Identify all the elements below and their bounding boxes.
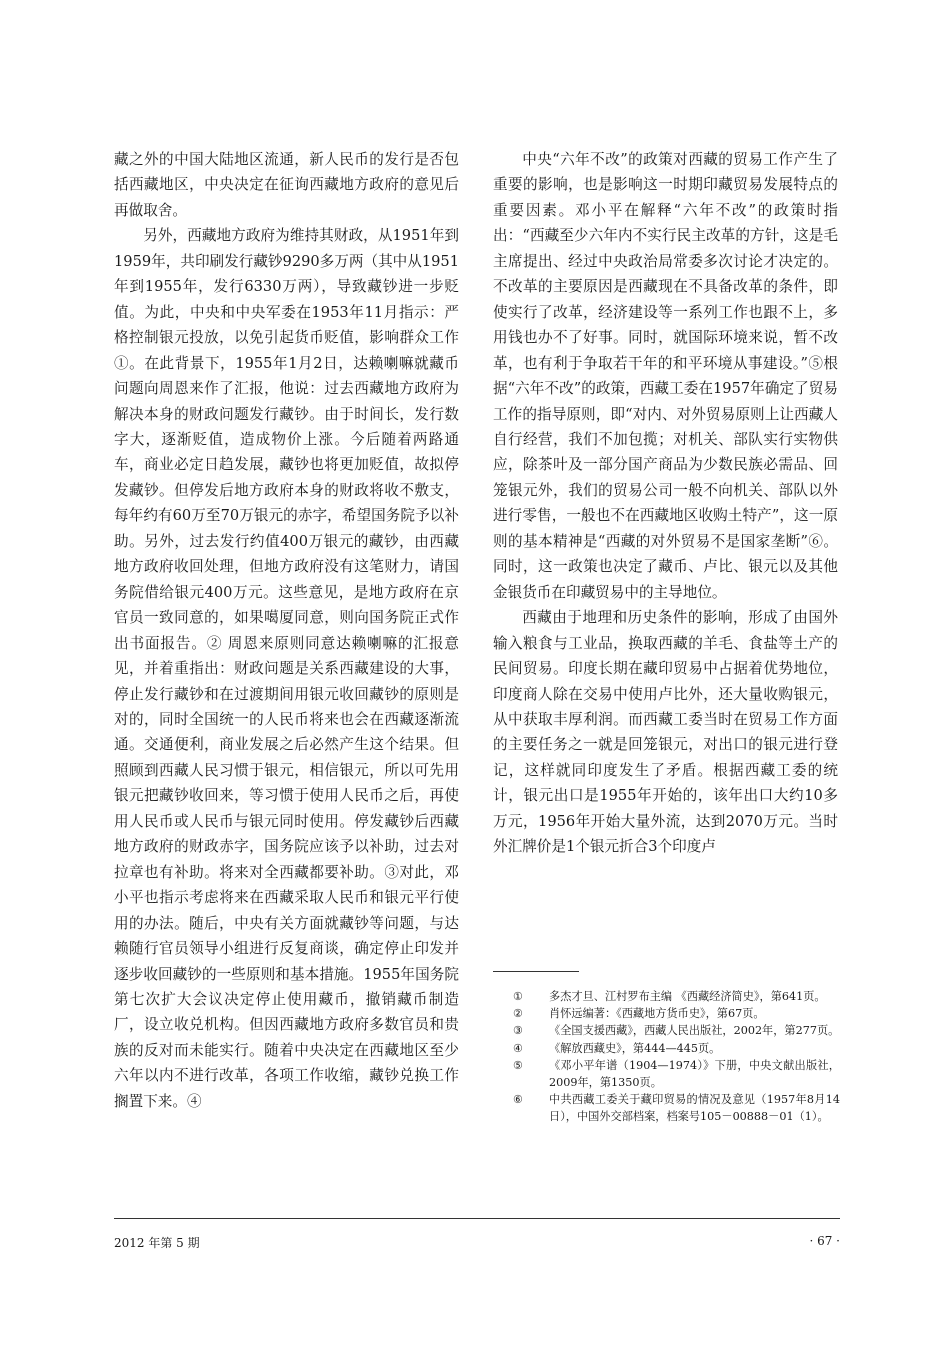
journal-issue: 2012 年第 5 期 [114,1236,200,1250]
footnote-item [493,1022,840,1039]
footnote-item [493,1040,840,1057]
footnote-text: 《全国支援西藏》，西藏人民出版社，2002年，第277页。 [549,1024,840,1038]
footnote-text: 《解放西藏史》，第444—445页。 [549,1041,721,1055]
footnote-item [493,988,840,1005]
footnote-divider [493,971,579,972]
paragraph: 中央“六年不改”的政策对西藏的贸易工作产生了重要的影响，也是影响这一时期印藏贸易发展特点的重要因素。邓小平在解释“六年不改”的政策时指出：“西藏至少六年内不实行民主改革的方针，这是毛主席提出、经过中央政治局常委多次讨论才决定的。不改革的主要原因是西藏现在不具备改革的条件，即使实行了改革，经济建设等一系列工作也跟不上，多用钱也办不了好事。同时，就国际环境来说，暂不改革，也有利于争取若干年的和平环境从事建设。”⑤根据“六年不改”的政策，西藏工委在1957年确定了贸易工作的指导原则，即“对内、对外贸易原则上让西藏人自行经营，我们不加包揽；对机关、部队实行实物供应，除茶叶及一部分国产商品为少数民族必需品、回笼银元外，我们的贸易公司一般不向机关、部队以外进行零售，一般也不在西藏地区收购土特产”，这一原则的基本精神是“西藏的对外贸易不是国家垄断”⑥。同时，这一政策也决定了藏币、卢比、银元以及其他金银货币在印藏贸易中的主导地位。 [493,151,838,601]
paragraph: 另外，西藏地方政府为维持其财政，从1951年到1959年，共印刷发行藏钞9290多万两（其中从1951年到1955年，发行6330万两），导致藏钞进一步贬值。为此，中央和中央军委在1953年11月指示：严格控制银元投放，以免引起货币贬值，影响群众工作①。在此背景下，1955年1月2日，达赖喇嘛就藏币问题向周恩来作了汇报，他说：过去西藏地方政府为解决本身的财政问题发行藏钞。由于时间长，发行数字大，逐渐贬值，造成物价上涨。今后随着两路通车，商业必定日趋发展，藏钞也将更加贬值，故拟停发藏钞。但停发后地方政府本身的财政将收不敷支，每年约有60万至70万银元的赤字，希望国务院予以补助。另外，过去发行约值400万银元的藏钞，由西藏地方政府收回处理，但地方政府没有这笔财力，请国务院借给银元400万元。这些意见，是地方政府在京官员一致同意的，如果噶厦同意，则向国务院正式作出书面报告。② 周恩来原则同意达赖喇嘛的汇报意见，并着重指出：财政问题是关系西藏建设的大事，停止发行藏钞和在过渡期间用银元收回藏钞的原则是对的，同时全国统一的人民币将来也会在西藏逐渐流通。交通便利，商业发展之后必然产生这个结果。但照顾到西藏人民习惯于银元，相信银元，所以可先用银元把藏钞收回来，等习惯于使用人民币之后，再使用人民币或人民币与银元同时使用。停发藏钞后西藏地方政府的财政赤字，国务院应该予以补助，过去对拉章也有补助。将来对全西藏都要补助。③对此，邓小平也指示考虑将来在西藏采取人民币和银元平行使用的办法。随后，中央有关方面就藏钞等问题，与达赖随行官员领导小组进行反复商谈，确定停止印发并逐步收回藏钞的一些原则和基本措施。1955年国务院第七次扩大会议决定停止使用藏币，撤销藏币制造厂，设立收兑机构。但因西藏地方政府多数官员和贵族的反对而未能实行。随着中央决定在西藏地区至少六年以内不进行改革，各项工作收缩，藏钞兑换工作搁置下来。④ [114,227,459,1110]
paragraph: 藏之外的中国大陆地区流通，新人民币的发行是否包括西藏地区，中央决定在征询西藏地方政府的意见后再做取舍。 [114,151,459,219]
footnote-text: 肖怀远编著：《西藏地方货币史》，第67页。 [549,1007,765,1021]
right-column [493,147,838,860]
footnote-mark: ⑥ [513,1093,524,1107]
footnote-mark: ② [513,1007,524,1021]
footnote-mark: ④ [513,1041,524,1055]
footer-divider [114,1218,840,1219]
footnote-item [493,1091,840,1125]
page-number: · 67 · [809,1234,840,1248]
footnote-text: 多杰才旦、江村罗布主编 《西藏经济简史》，第641页。 [549,990,826,1003]
footnote-mark: ① [513,990,524,1003]
paragraph: 西藏由于地理和历史条件的影响，形成了由国外输入粮食与工业品，换取西藏的羊毛、食盐等土产的民间贸易。印度长期在藏印贸易中占据着优势地位，印度商人除在交易中使用卢比外，还大量收购银元，从中获取丰厚利润。而西藏工委当时在贸易工作方面的主要任务之一就是回笼银元，对出口的银元进行登记，这样就同印度发生了矛盾。根据西藏工委的统计，银元出口是1955年开始的，该年出口大约10多万元，1956年开始大量外流，达到2070万元。当时外汇牌价是1个银元折合3个印度卢 [493,609,838,856]
footnote-item [493,1057,840,1091]
footnotes [493,988,840,1126]
left-column [114,147,459,1114]
footnote-mark: ⑤ [513,1058,524,1072]
footnote-text: 中共西藏工委关于藏印贸易的情况及意见（1957年8月14日），中国外交部档案，档案号105－00888－01（1）。 [549,1093,840,1124]
footnote-item [493,1005,840,1022]
footnote-mark: ③ [513,1024,524,1038]
footnote-text: 《邓小平年谱（1904—1974）》下册，中央文献出版社，2009年，第1350页。 [549,1058,840,1090]
